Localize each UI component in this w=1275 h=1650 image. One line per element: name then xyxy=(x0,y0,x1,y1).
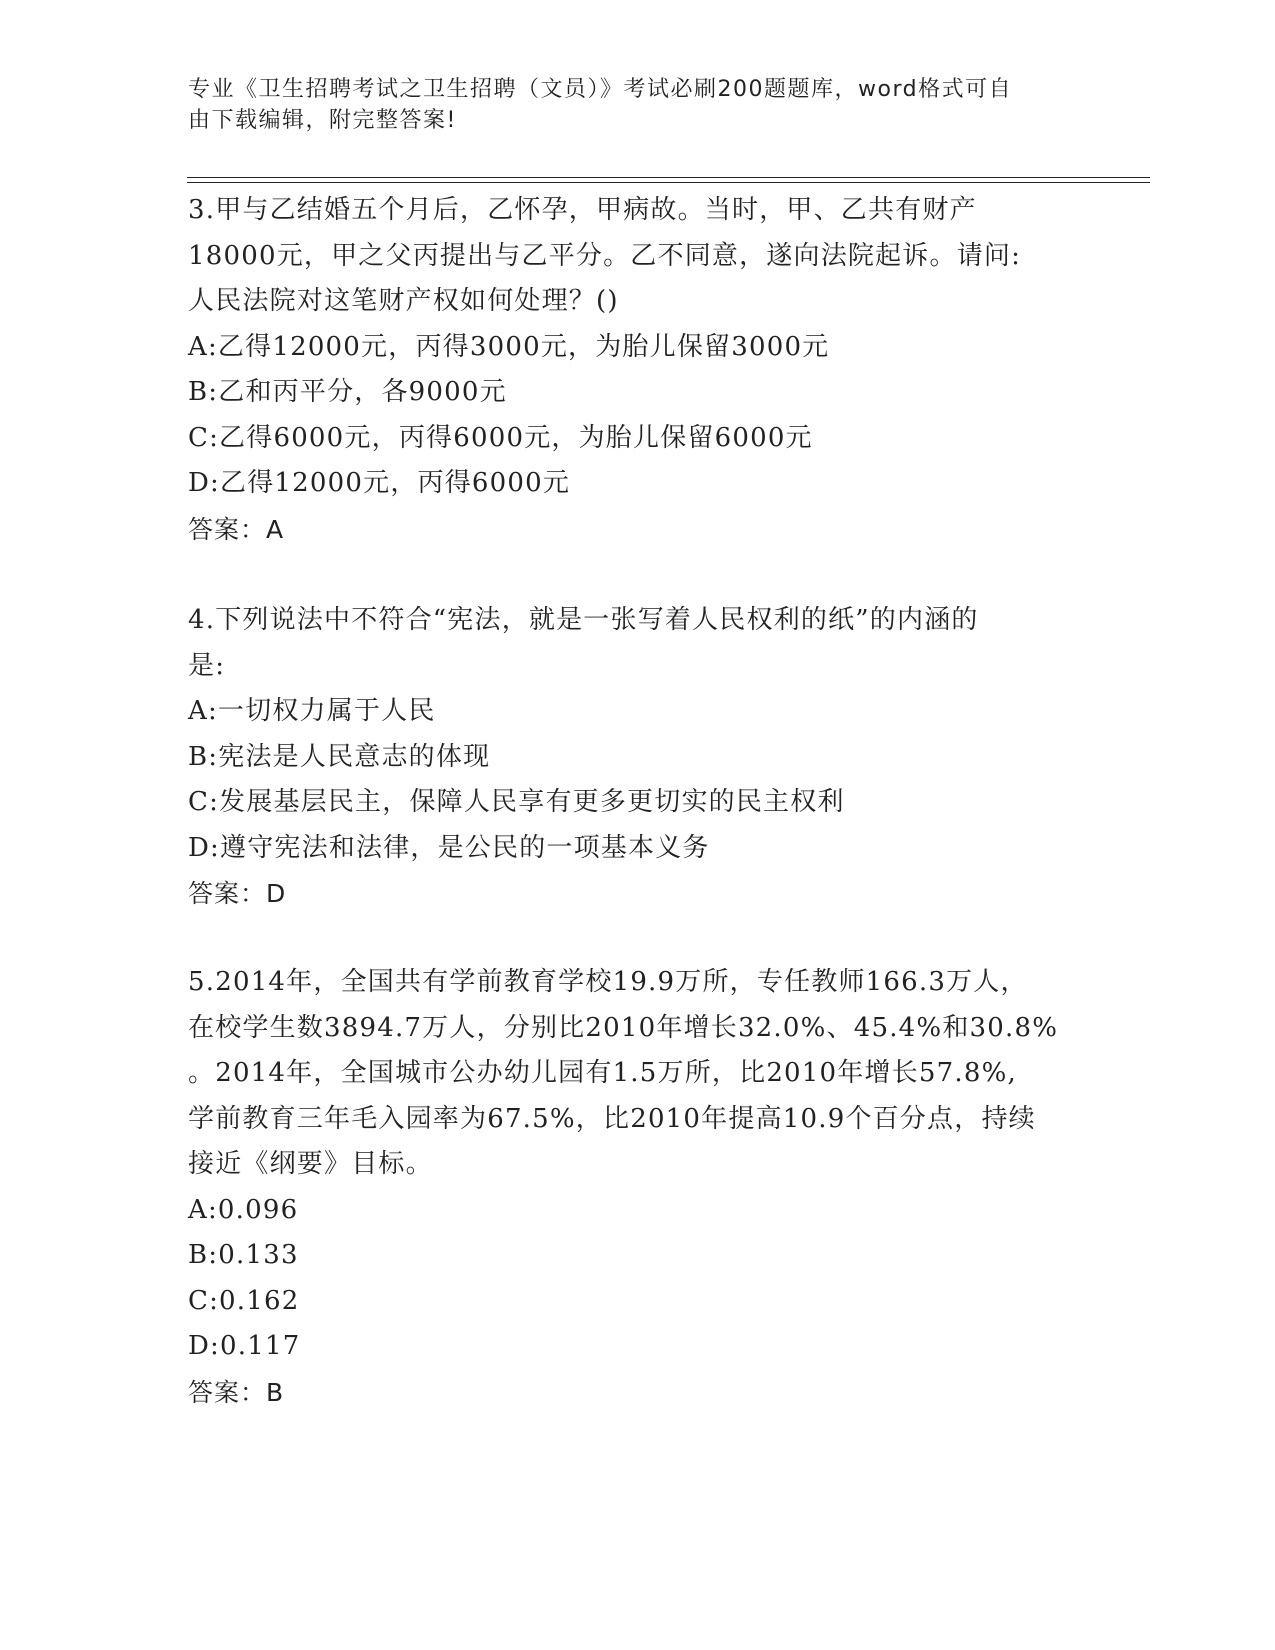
question-stem-line: 接近《纲要》目标。 xyxy=(188,1149,433,1179)
option-a: A:一切权力属于人民 xyxy=(188,696,436,726)
header-divider-top xyxy=(187,177,1150,178)
option-d: D:遵守宪法和法律，是公民的一项基本义务 xyxy=(188,832,710,863)
option-b: B:0.133 xyxy=(188,1240,299,1270)
option-c: C:发展基层民主，保障人民享有更多更切实的民主权利 xyxy=(188,787,845,817)
option-a: A:乙得12000元，丙得3000元，为胎儿保留3000元 xyxy=(188,331,830,362)
question-stem-line: 人民法院对这笔财产权如何处理？() xyxy=(188,286,619,316)
question-4 xyxy=(188,598,1088,917)
question-stem-line: 3.甲与乙结婚五个月后，乙怀孕，甲病故。当时，甲、乙共有财产 xyxy=(188,195,977,225)
question-stem-line: 是: xyxy=(188,650,226,681)
option-d: D:乙得12000元，丙得6000元 xyxy=(188,468,571,498)
header-divider-bottom xyxy=(187,182,1150,183)
option-d: D:0.117 xyxy=(188,1331,301,1361)
option-a: A:0.096 xyxy=(188,1194,299,1225)
option-c: C:0.162 xyxy=(188,1285,300,1316)
option-b: B:乙和丙平分，各9000元 xyxy=(188,377,507,407)
question-stem-line: 4.下列说法中不符合“宪法，就是一张写着人民权利的纸”的内涵的 xyxy=(188,605,979,635)
question-stem-line: 学前教育三年毛入园率为67.5%，比2010年提高10.9个百分点，持续 xyxy=(188,1103,1036,1134)
answer-label: 答案：A xyxy=(188,514,285,544)
question-stem-line: 18000元，甲之父丙提出与乙平分。乙不同意，遂向法院起诉。请问: xyxy=(188,240,1022,271)
document-header xyxy=(188,74,1068,136)
header-line-2: 由下载编辑，附完整答案! xyxy=(188,108,457,133)
answer-label: 答案：B xyxy=(188,1377,285,1407)
header-line-1: 专业《卫生招聘考试之卫生招聘（文员）》考试必刷200题题库，word格式可自 xyxy=(188,77,1013,102)
question-3 xyxy=(188,188,1088,552)
question-stem-line: 。2014年，全国城市公办幼儿园有1.5万所，比2010年增长57.8%, xyxy=(188,1058,1017,1088)
question-5 xyxy=(188,960,1088,1415)
question-stem-line: 在校学生数3894.7万人，分别比2010年增长32.0%、45.4%和30.8% xyxy=(188,1012,1059,1043)
question-stem-line: 5.2014年，全国共有学前教育学校19.9万所，专任教师166.3万人， xyxy=(188,967,1028,997)
option-b: B:宪法是人民意志的体现 xyxy=(188,741,491,772)
answer-label: 答案：D xyxy=(188,879,287,908)
option-c: C:乙得6000元，丙得6000元，为胎儿保留6000元 xyxy=(188,422,813,453)
